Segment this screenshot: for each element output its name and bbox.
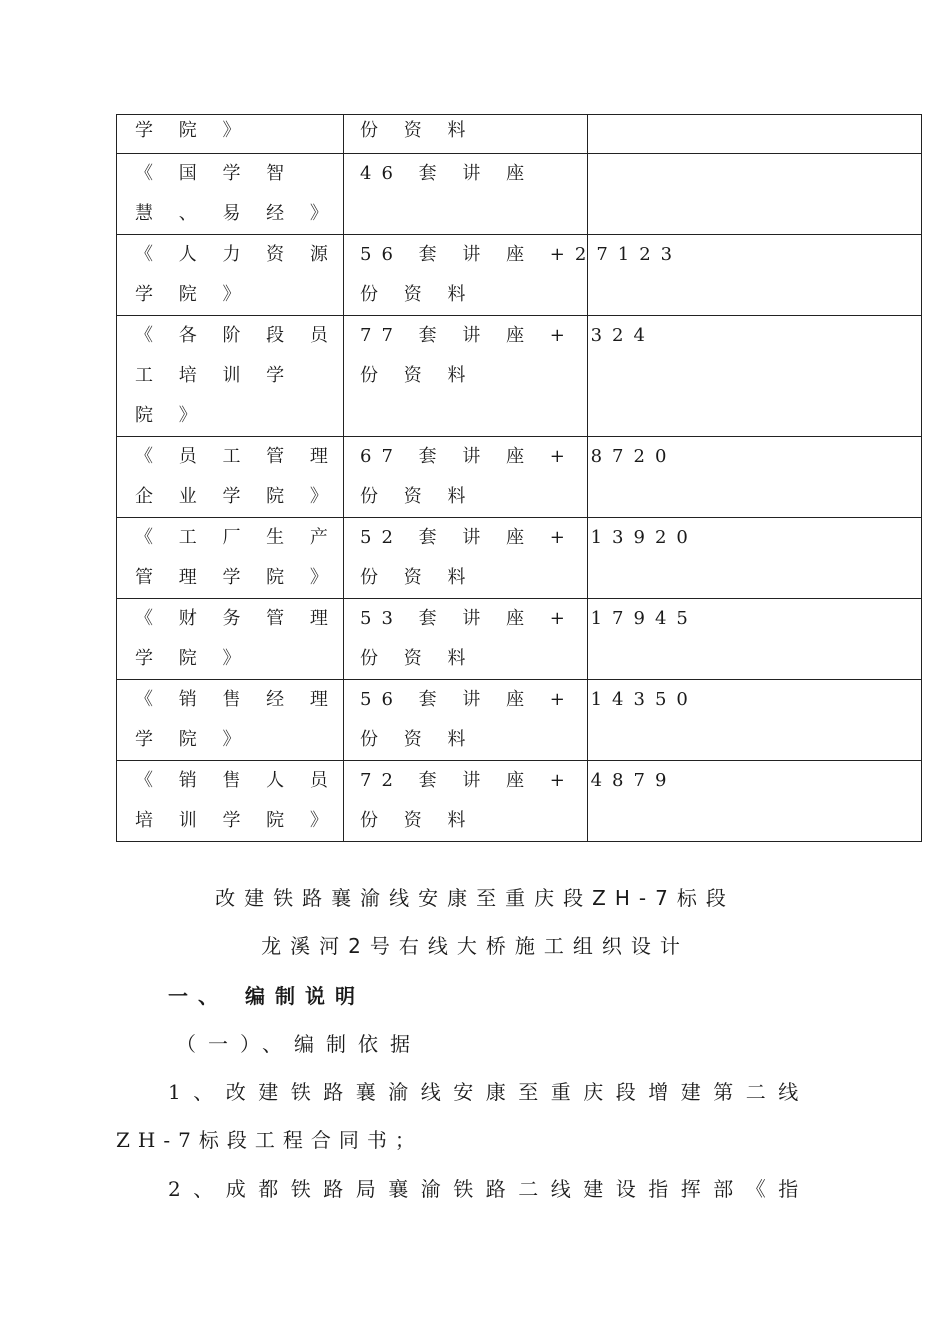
cell-text-line: 52 套 讲 座 + 13920 <box>360 527 698 548</box>
cell-text-line: 《 工 厂 生 产 <box>135 527 338 548</box>
table-row <box>117 599 922 680</box>
course-content-cell <box>344 680 698 761</box>
course-content-cell <box>344 115 588 154</box>
document-title-line-1: 改建铁路襄渝线安康至重庆段ZH-7标段 <box>215 886 735 910</box>
cell-text-line: 学 院 》 <box>135 729 251 750</box>
cell-text-line: 46 套 讲 座 <box>360 163 535 184</box>
cell-text-line: 《 人 力 资 源 <box>135 244 338 265</box>
cell-text-line: 《 财 务 管 理 <box>135 608 338 629</box>
course-name-cell <box>117 115 344 154</box>
course-content-cell <box>344 316 655 437</box>
cell-text-line: 份 资 料 <box>360 567 476 588</box>
basis-item-1-line-2: ZH-7标段工程合同书； <box>116 1128 423 1152</box>
table-row <box>117 235 922 316</box>
cell-text-line: 份 资 料 <box>360 810 476 831</box>
table-row <box>117 316 922 437</box>
cell-text-line: 《 员 工 管 理 <box>135 446 338 467</box>
course-name-cell <box>117 518 344 599</box>
subsection-heading-compilation-basis: （一）、编制依据 <box>176 1032 422 1056</box>
cell-text-line: 学 院 》 <box>135 284 251 305</box>
cell-text-line: 77 套 讲 座 + 324 <box>360 325 655 346</box>
course-name-cell <box>117 235 344 316</box>
cell-text-line: 53 套 讲 座 + 17945 <box>360 608 698 629</box>
cell-text-line: 学 院 》 <box>135 120 251 141</box>
course-content-cell <box>344 518 698 599</box>
course-content-cell <box>344 437 677 518</box>
document-title-line-2: 龙溪河2号右线大桥施工组织设计 <box>261 934 689 958</box>
remarks-cell <box>588 115 922 154</box>
basis-item-2-line-1: 2、成都铁路局襄渝铁路二线建设指挥部《指 <box>168 1177 811 1201</box>
cell-text-line: 份 资 料 <box>360 365 476 386</box>
course-name-cell <box>117 437 344 518</box>
cell-text-line: 学 院 》 <box>135 648 251 669</box>
cell-text-line: 工 培 训 学 <box>135 365 295 386</box>
basis-item-1-line-1: 1、改建铁路襄渝线安康至重庆段增建第二线 <box>168 1080 811 1104</box>
cell-text-line: 《 各 阶 段 员 <box>135 325 338 346</box>
catalog-table-body <box>117 115 922 842</box>
cell-text-line: 院 》 <box>135 405 207 426</box>
cell-text-line: 份 资 料 <box>360 648 476 669</box>
course-name-cell <box>117 154 344 235</box>
section-heading-compilation-notes: 一、 编制说明 <box>168 984 365 1008</box>
cell-text-line: 《 销 售 人 员 <box>135 770 338 791</box>
remarks-cell <box>588 154 922 235</box>
course-name-cell <box>117 316 344 437</box>
cell-text-line: 份 资 料 <box>360 729 476 750</box>
cell-text-line: 培 训 学 院 》 <box>135 810 338 831</box>
cell-text-line: 份 资 料 <box>360 120 476 141</box>
course-catalog-table <box>116 114 922 842</box>
table-row <box>117 518 922 599</box>
cell-text-line: 56 套 讲 座 +27123 <box>360 244 683 265</box>
cell-text-line: 《 销 售 经 理 <box>135 689 338 710</box>
course-content-cell <box>344 154 588 235</box>
course-content-cell <box>344 235 683 316</box>
table-row <box>117 437 922 518</box>
table-row <box>117 680 922 761</box>
cell-text-line: 管 理 学 院 》 <box>135 567 338 588</box>
table-row <box>117 154 922 235</box>
course-name-cell <box>117 599 344 680</box>
cell-text-line: 企 业 学 院 》 <box>135 486 338 507</box>
cell-text-line: 份 资 料 <box>360 486 476 507</box>
cell-text-line: 72 套 讲 座 + 4879 <box>360 770 677 791</box>
cell-text-line: 67 套 讲 座 + 8720 <box>360 446 677 467</box>
table-row <box>117 115 922 154</box>
cell-text-line: 慧 、 易 经 》 <box>135 203 338 224</box>
cell-text-line: 份 资 料 <box>360 284 476 305</box>
cell-text-line: 《 国 学 智 <box>135 163 295 184</box>
course-name-cell <box>117 761 344 842</box>
course-content-cell <box>344 761 677 842</box>
course-name-cell <box>117 680 344 761</box>
course-content-cell <box>344 599 698 680</box>
cell-text-line: 56 套 讲 座 + 14350 <box>360 689 698 710</box>
table-row <box>117 761 922 842</box>
